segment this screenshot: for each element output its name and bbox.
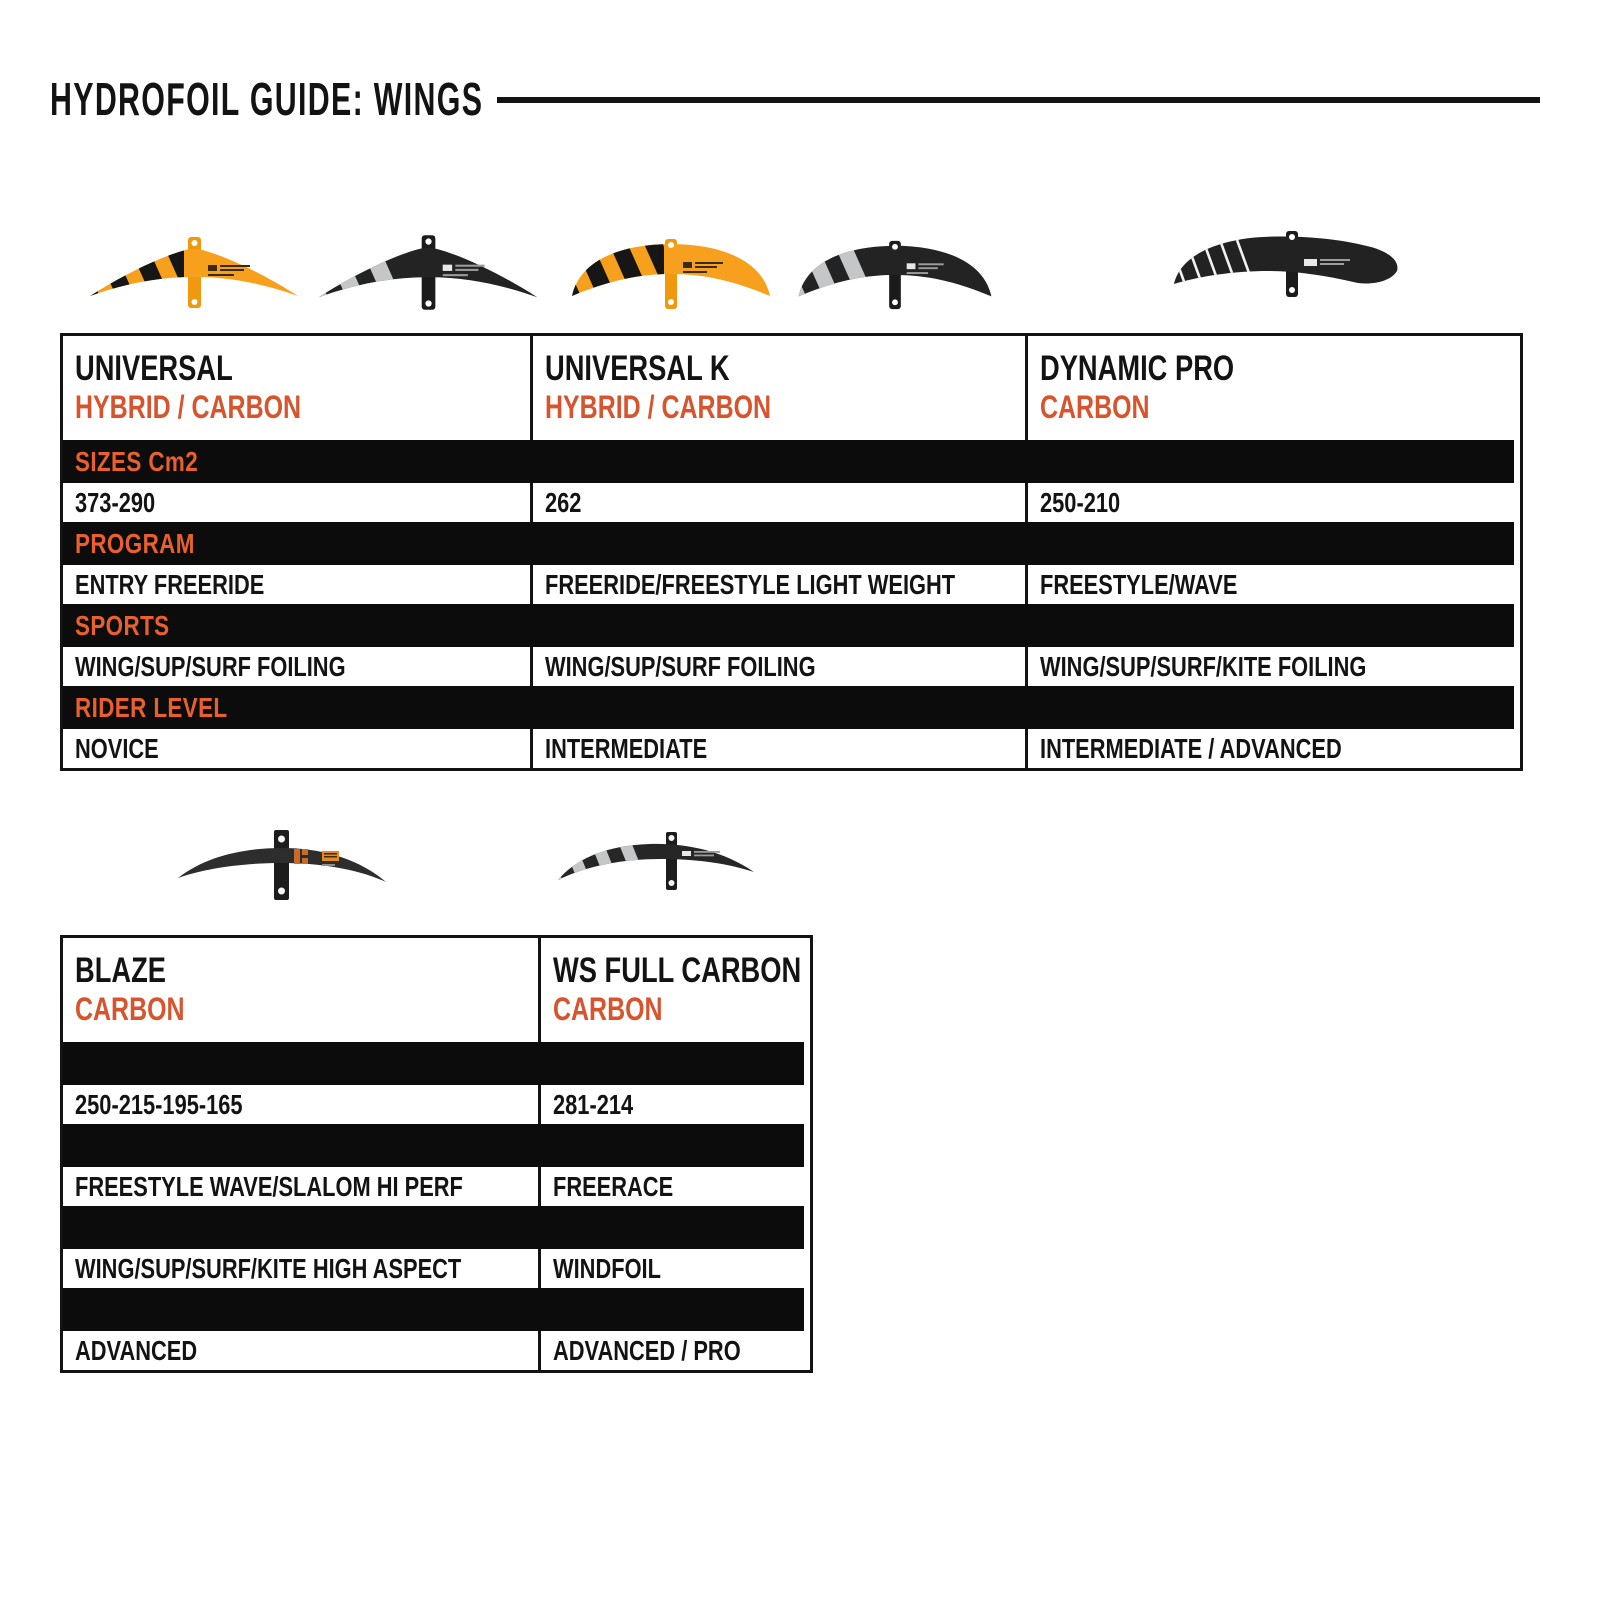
product-header-ws-full-carbon <box>541 938 804 1042</box>
sports-section-bar: SPORTS <box>63 604 1514 647</box>
blaze-program-value: FREESTYLE WAVE/SLALOM HI PERF <box>63 1167 541 1206</box>
product-name: BLAZE <box>75 951 166 990</box>
universal-k-sports-value: WING/SUP/SURF FOILING <box>533 647 1028 686</box>
ws-rider-level-value: ADVANCED / PRO <box>541 1331 804 1370</box>
ws-sizes-value: 281-214 <box>541 1085 804 1124</box>
dynamic-pro-sports-value: WING/SUP/SURF/KITE FOILING <box>1028 647 1514 686</box>
universal-hybrid-wing-icon <box>88 232 300 312</box>
title-rule <box>497 97 1540 103</box>
sizes-section-bar <box>63 1042 804 1085</box>
product-header-universal <box>63 336 533 440</box>
page-title: HYDROFOIL GUIDE: WINGS <box>50 73 484 125</box>
universal-k-rider-level-value: INTERMEDIATE <box>533 729 1028 768</box>
blaze-rider-level-value: ADVANCED <box>63 1331 541 1370</box>
universal-program-value: ENTRY FREERIDE <box>63 565 533 604</box>
product-material: CARBON <box>553 991 663 1028</box>
blaze-sizes-value: 250-215-195-165 <box>63 1085 541 1124</box>
blaze-wing-icon <box>176 822 388 906</box>
program-section-bar <box>63 1124 804 1167</box>
universal-carbon-wing-icon <box>316 230 540 314</box>
universal-k-sizes-value: 262 <box>533 483 1028 522</box>
universal-k-program-value: FREERIDE/FREESTYLE LIGHT WEIGHT <box>533 565 1028 604</box>
dynamic-pro-rider-level-value: INTERMEDIATE / ADVANCED <box>1028 729 1514 768</box>
wings-secondary-table <box>60 935 813 1373</box>
blaze-sports-value: WING/SUP/SURF/KITE HIGH ASPECT <box>63 1249 541 1288</box>
ws-full-carbon-wing-icon <box>556 828 756 896</box>
product-material: HYBRID / CARBON <box>545 389 772 426</box>
universal-k-hybrid-wing-icon <box>570 236 772 312</box>
rider-level-section-bar: RIDER LEVEL <box>63 686 1514 729</box>
ws-program-value: FREERACE <box>541 1167 804 1206</box>
product-material: HYBRID / CARBON <box>75 389 302 426</box>
sizes-section-bar: SIZES Cm2 <box>63 440 1514 483</box>
rider-level-section-bar <box>63 1288 804 1331</box>
product-header-universal-k <box>533 336 1028 440</box>
universal-k-carbon-wing-icon <box>796 238 994 312</box>
universal-sizes-value: 373-290 <box>63 483 533 522</box>
product-material: CARBON <box>75 991 185 1028</box>
dynamic-pro-program-value: FREESTYLE/WAVE <box>1028 565 1514 604</box>
product-name: UNIVERSAL <box>75 349 233 388</box>
ws-sports-value: WINDFOIL <box>541 1249 804 1288</box>
dynamic-pro-sizes-value: 250-210 <box>1028 483 1514 522</box>
product-name: UNIVERSAL K <box>545 349 730 388</box>
product-material: CARBON <box>1040 389 1150 426</box>
product-name: DYNAMIC PRO <box>1040 349 1235 388</box>
dynamic-pro-wing-icon <box>1172 230 1404 302</box>
wings-main-table <box>60 333 1523 771</box>
product-header-dynamic-pro <box>1028 336 1514 440</box>
universal-rider-level-value: NOVICE <box>63 729 533 768</box>
product-name: WS FULL CARBON <box>553 951 802 990</box>
sports-section-bar <box>63 1206 804 1249</box>
product-header-blaze <box>63 938 541 1042</box>
program-section-bar: PROGRAM <box>63 522 1514 565</box>
universal-sports-value: WING/SUP/SURF FOILING <box>63 647 533 686</box>
